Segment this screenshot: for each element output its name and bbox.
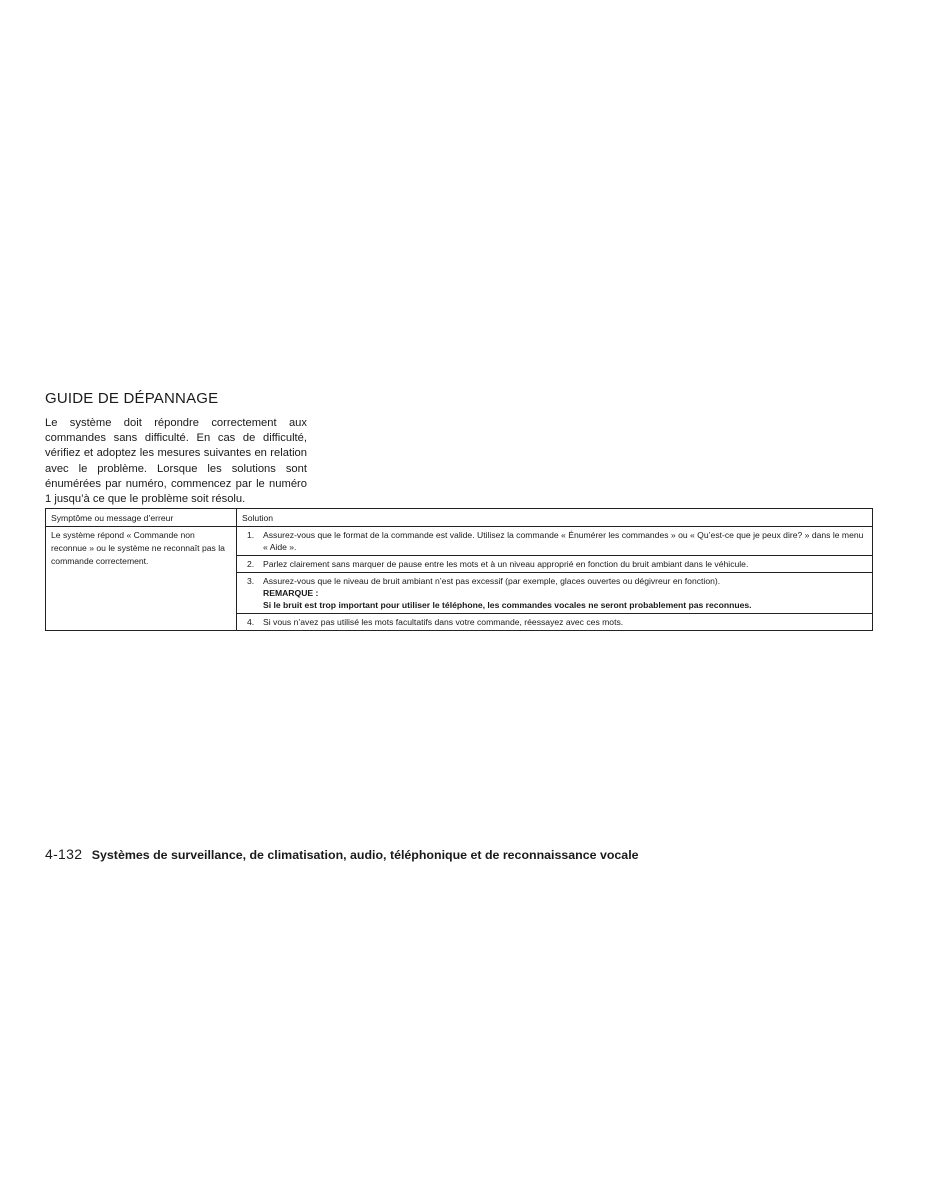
solution-cell-2 <box>237 556 873 573</box>
solution-cell-3 <box>237 573 873 614</box>
note-label: REMARQUE : <box>263 588 319 598</box>
table-row <box>46 527 873 556</box>
troubleshooting-table <box>45 508 873 631</box>
solution-number: 1. <box>247 530 255 540</box>
intro-paragraph: Le système doit répondre correctement aux commandes sans difficulté. En cas de difficulté, vérifiez et adoptez les mesures suivantes en relation avec le problème. Lorsque les solutions sont énumérées par numéro, commencez par le numéro 1 jusqu’à ce que le problème soit résolu. <box>45 417 307 506</box>
symptom-cell: Le système répond « Commande non reconnue » ou le système ne reconnaît pas la commande correctement. <box>46 527 237 631</box>
solution-text: Parlez clairement sans marquer de pause entre les mots et à un niveau approprié en fonction du bruit ambiant dans le véhicule. <box>263 559 749 569</box>
header-solution: Solution <box>237 509 873 527</box>
chapter-title: Systèmes de surveillance, de climatisation, audio, téléphonique et de reconnaissance vocale <box>91 848 639 862</box>
solution-cell-4 <box>237 614 873 631</box>
page-number: 4-132 <box>45 846 83 862</box>
solution-text: Assurez-vous que le niveau de bruit ambiant n’est pas excessif (par exemple, glaces ouvertes ou dégivreur en fonction). <box>263 576 721 586</box>
table-header-row <box>46 509 873 527</box>
solution-number: 4. <box>247 617 255 627</box>
solution-number: 3. <box>247 576 255 586</box>
page-footer <box>45 846 639 864</box>
solution-number: 2. <box>247 559 255 569</box>
header-symptom: Symptôme ou message d’erreur <box>46 509 237 527</box>
note-text: Si le bruit est trop important pour utiliser le téléphone, les commandes vocales ne seront probablement pas reconnues. <box>263 600 752 610</box>
solution-text: Si vous n’avez pas utilisé les mots facultatifs dans votre commande, réessayez avec ces mots. <box>263 617 624 627</box>
solution-text: Assurez-vous que le format de la commande est valide. Utilisez la commande « Énumérer les commandes » ou « Qu’est-ce que je peux dire? » dans le menu « Aide ». <box>263 530 864 552</box>
solution-cell-1 <box>237 527 873 556</box>
section-title: GUIDE DE DÉPANNAGE <box>45 390 219 407</box>
